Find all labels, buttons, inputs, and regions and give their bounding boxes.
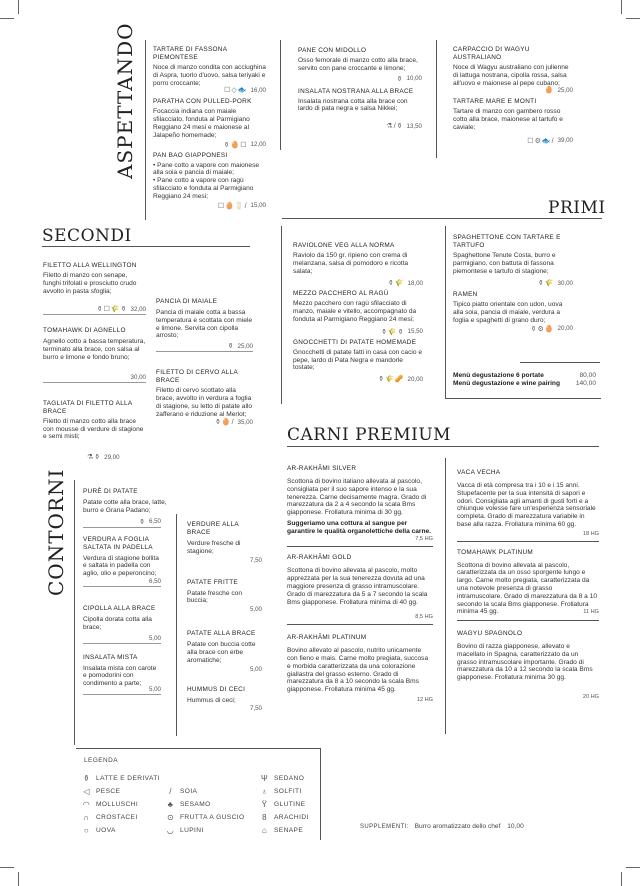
item-description: Tartare di manzo con gambero rosso cotto alla brace, maionese al tartufo e caviale; [453, 108, 563, 131]
crop-mark [18, 0, 19, 14]
divider [287, 546, 433, 547]
sesame-icon: ♣ [167, 800, 174, 809]
item-description: Filetto di manzo con senape, funghi trifolati e prosciutto crudo avvolto in pasta sfoglia; [43, 272, 137, 295]
item-price: 30,00 [130, 373, 146, 381]
item-price-row [187, 666, 262, 673]
item-price: 20,00 [407, 375, 423, 383]
item-title: AR-RAKHĀMI GOLD [287, 554, 352, 562]
contorni-col1 [83, 488, 167, 695]
menu-item [153, 98, 266, 148]
allergen-icons: ⚱🌾🥜 [378, 376, 405, 384]
item-price: 18 HG [582, 530, 599, 537]
allergen-icons: ⚗/⚱ [386, 123, 404, 131]
menu-item [293, 242, 423, 287]
item-title: PANCIA DI MAIALE [156, 298, 218, 305]
divider [457, 620, 599, 621]
divider [281, 226, 282, 404]
legend-label: SOLFITI [274, 788, 302, 795]
item-price: 5,00 [249, 606, 262, 614]
item-price: 15,50 [407, 328, 423, 336]
item-price-row [153, 86, 266, 94]
supplementi-label: SUPPLEMENTI: [360, 824, 409, 830]
legend-label: SOIA [180, 788, 198, 795]
peanut-icon: 8 [262, 813, 267, 822]
legend-label: MOLLUSCHI [96, 801, 139, 808]
menu-item [293, 339, 423, 383]
allergen-icons: 🥚 [544, 87, 555, 95]
menu-item [83, 488, 167, 528]
celery-icon: Ψ [260, 774, 269, 783]
item-description: Scottona di bovino allevata al pascolo, caratterizzata da un osso sporgente lungo e largo. Carne molto pregiata, caratterizzata da una notevole presenza di grasso intramuscolare. Grado di marezzatura da 8 a 10 secondo la scala Bms giapponese. Frollatura minima 45 gg. [457, 561, 598, 616]
item-price-row [287, 536, 433, 542]
item-description: Scottona di bovino allevata al pascolo, molto apprezzata per la sua tenerezza dovuta ad una maggiore presenza di grasso intramuscolare. Grado di marezzatura da 5 a 7 secondo la scala Bms giapponese. Frollatura minima di 40 gg. [287, 567, 428, 606]
item-price-row [187, 606, 262, 613]
primi-col1 [293, 242, 423, 383]
divider [280, 40, 281, 150]
item-price: 12 HG [416, 696, 433, 703]
item-description: Insalata nostrana cotta alla brace con lardo di pata negra e salsa Nikkei; [298, 97, 408, 113]
item-price: 7,50 [249, 556, 262, 564]
item-title: TARTARE DI FASSONA PIEMONTESE [153, 46, 227, 61]
fish-icon: ◁ [83, 787, 90, 796]
item-price-row [83, 578, 161, 587]
allergen-icons: ⚱🌾⚱ [381, 328, 405, 336]
item-price-row [453, 137, 573, 145]
soy-icon: / [169, 787, 172, 796]
legend-label: LATTE E DERIVATI [96, 775, 160, 782]
item-price-row [457, 694, 599, 700]
legend-item [260, 785, 320, 798]
item-price: 7,50 [249, 705, 262, 713]
item-title: PANE CON MIDOLLO [298, 47, 367, 54]
menu-item [298, 88, 422, 131]
item-title: PAN BAO GIAPPONESI [153, 151, 228, 159]
divider [445, 226, 446, 398]
legend-label: CROSTACEI [96, 814, 138, 821]
item-title: PATATE ALLA BRACE [187, 630, 256, 638]
item-price: 30,00 [557, 279, 573, 287]
item-price: 7,5 HG [415, 535, 433, 542]
item-price: 39,00 [557, 137, 573, 145]
item-title: VERDURE ALLA BRACE [187, 521, 239, 536]
item-price-row [187, 557, 262, 564]
legend-label: FRUTTA A GUSCIO [180, 814, 245, 821]
legend-item [166, 824, 256, 837]
crop-mark [626, 867, 640, 868]
item-title: SPAGHETTONE CON TARTARE E TARTUFO [453, 234, 561, 249]
item-title: PURÈ DI PATATE [83, 488, 138, 495]
supplementi-price: 10,00 [507, 823, 524, 830]
legend-label: UOVA [96, 827, 116, 834]
crop-mark [0, 867, 14, 868]
divider [76, 748, 320, 749]
legend-item [260, 798, 320, 811]
legend-item [260, 772, 320, 785]
carni-col1 [287, 465, 433, 703]
degustazione-price: 140,00 [575, 380, 596, 387]
item-description: Patate cotte alla brace, latte, burro e Grana Padano; [83, 499, 167, 514]
menu-item [453, 234, 573, 287]
item-price-row [287, 697, 433, 703]
item-title: TAGLIATA DI FILETTO ALLA BRACE [43, 399, 133, 415]
allergen-icons: ⚱🥚/ [214, 419, 235, 427]
item-description: Bovino allevato al pascolo, nutrito unicamente con fieno e mais. Carne molto pregiata, succosa e morbida caratterizzata da una colorazione giallastra del grasso esterno. Grado di marezzatura da 8 a 10 secondo la scala Bms giapponese. Frollatura minima 45 gg. [287, 647, 429, 694]
item-price: 16,00 [250, 86, 266, 94]
milk-icon: ⚱ [82, 774, 91, 783]
lupin-icon: ◡ [166, 826, 175, 835]
crop-mark [621, 0, 622, 14]
menu-item [457, 549, 599, 616]
item-title: RAVIOLONE VEG ALLA NORMA [293, 242, 395, 249]
item-description: Verdura di stagione bollita e saltata in padella con aglio, olio e peperoncino; [83, 554, 159, 578]
item-price: 32,00 [130, 305, 146, 313]
item-description: Gnocchetti di patate fatti in casa con cacio e pepe, lardo di Pata Negra e mandorle tostate; [293, 348, 423, 372]
legend-item [166, 798, 256, 811]
menu-item [83, 654, 161, 695]
menu-item [287, 465, 433, 542]
item-description: Cipolla dorata cotta alla brace; [83, 615, 152, 631]
item-description: Focaccia indiana con maiale sfilacciato, fonduta al Parmigiano Reggiano 24 mesi e maionese al Jalapeño homemade; [153, 108, 250, 139]
legend-title: LEGENDA [84, 757, 119, 764]
degustazione-price: 80,00 [579, 372, 596, 379]
menu-item [453, 291, 573, 332]
menu-item [453, 98, 573, 144]
legend-label: SENAPE [274, 827, 304, 834]
item-description: Pancia di maiale cotta a bassa temperatura e scottata con miele e limone. Servita con cipolla arrosto; [156, 309, 253, 340]
item-price: 20 HG [582, 693, 599, 700]
legend-item [260, 811, 320, 824]
secondi-col2 [156, 298, 253, 426]
item-price-row [156, 418, 253, 426]
menu-item [156, 369, 253, 426]
section-title-secondi: SECONDI [42, 226, 132, 246]
item-price-row [43, 374, 146, 383]
item-title: TOMAHAWK PLATINUM [457, 548, 533, 556]
item-price: 5,00 [249, 665, 262, 673]
divider [145, 40, 146, 220]
aspettando-col1 [153, 46, 266, 210]
item-price-row [153, 202, 266, 210]
item-title: FILETTO DI CERVO ALLA BRACE [156, 369, 238, 385]
allergen-icons: ⚱☐🌾⚱ [96, 306, 128, 314]
item-price: 25,00 [237, 342, 253, 350]
item-price-row [153, 141, 266, 149]
menu-item [187, 579, 262, 614]
item-title: GNOCCHETTI DI PATATE HOMEMADE [293, 338, 417, 346]
section-title-carni-premium: CARNI PREMIUM [287, 425, 452, 445]
menu-item [287, 634, 433, 703]
degustazione-box [453, 372, 596, 388]
divider [436, 40, 437, 158]
aspettando-col2 [298, 47, 422, 130]
primi-col2 [453, 234, 573, 333]
item-description: Bovino di razza giapponese, allevato e macellato in Spagna, caratterizzato da un grasso intramuscolare importante. Grado di marezzatura da 10 a 12 secondo la scala Bms giapponese. Frollatura minima 30 gg. [457, 642, 593, 682]
divider [176, 514, 177, 736]
item-price-row [287, 614, 433, 620]
item-description: Verdure fresche di stagione; [187, 540, 241, 555]
allergen-icons: ⚗⚱ [87, 454, 102, 462]
item-title: WAGYU SPAGNOLO [457, 629, 523, 637]
item-price: 35,00 [237, 418, 253, 426]
item-price: 12,00 [250, 141, 266, 149]
degustazione-label: Menù degustazione e wine pairing [453, 380, 560, 387]
item-title: FILETTO ALLA WELLINGTON [43, 262, 137, 269]
item-title: MEZZO PACCHERO AL RAGÙ [293, 290, 389, 298]
item-price: 6,50 [148, 577, 161, 585]
item-description: Insalata mista con carote e pomodorini con condimento a parte; [83, 664, 157, 688]
crop-mark [626, 18, 640, 19]
sulphite-icon: ♁ [261, 787, 268, 796]
item-description: Tipico piatto orientale con udon, uova alla soia, pancia di maiale, verdura a foglia e spaghetti di grano duro; [453, 301, 563, 324]
shell-icon: ◠ [82, 800, 91, 809]
item-description: Scottona di bovino italiano allevata al pascolo, consigliata per il suo sapore intenso e la sua tenerezza. Carne decisamente magra. Grado di marezzatura da 2 a 4 secondo la scala Bms giapponese. Frollatura minima di 30 gg. [287, 478, 427, 517]
menu-item [298, 47, 422, 83]
allergen-icons: ☐⚙🐟/ [527, 137, 555, 145]
degustazione-label: Menù degustazione 6 portate [453, 372, 544, 379]
allergen-icons: ⚱🥚☐ [223, 141, 248, 149]
divider [282, 218, 602, 219]
item-price-row [83, 518, 161, 528]
item-price: 10,00 [406, 75, 422, 83]
section-title-contorni: CONTORNI [44, 468, 68, 596]
carni-col2 [457, 469, 599, 700]
section-title-aspettando: ASPETTANDO [113, 22, 137, 179]
menu-item [153, 46, 266, 94]
item-price: 20,00 [557, 325, 573, 333]
section-title-primi: PRIMI [548, 198, 606, 218]
legend-item [82, 785, 167, 798]
item-price-row [298, 75, 422, 83]
item-price-row [43, 305, 146, 315]
secondi-col1 [43, 262, 146, 461]
item-description-line: • Pane cotto a vapore con ragù sfilacciato e fonduta al Parmigiano Reggiano 24 mesi; [153, 177, 254, 200]
menu-item [83, 536, 161, 587]
legend-item [260, 824, 320, 837]
crop-mark [0, 18, 14, 19]
item-description: Spaghettone Tenute Costa, burro e parmigiano, con battuta di fassona piemontese e tartufo di stagione; [453, 252, 556, 275]
item-title: AR-RAKHĀMI PLATINUM [287, 634, 367, 642]
item-price: 18,00 [407, 279, 423, 287]
allergen-icons: ⚱ [396, 75, 404, 83]
item-title: PARATHA CON PULLED-PORK [153, 98, 252, 106]
item-price-row [156, 342, 253, 352]
item-title: CIPOLLA ALLA BRACE [83, 604, 156, 612]
crab-icon: ∩ [83, 813, 90, 822]
menu-item [457, 469, 599, 537]
item-note: Suggeriamo una cottura al sangue per garantire le qualità organolettiche della carne. [287, 519, 432, 535]
menu-item [187, 521, 262, 564]
item-price-row [457, 531, 599, 537]
item-price-row [293, 375, 423, 383]
mustard-icon: ⌂ [261, 826, 268, 835]
item-price-row [298, 122, 422, 130]
item-title: CARPACCIO DI WAGYU AUSTRALIANO [453, 46, 530, 61]
item-price-row [87, 453, 146, 461]
menu-item [287, 554, 433, 620]
supplementi-item: Burro aromatizzato dello chef [414, 823, 501, 830]
menu-item [83, 605, 161, 644]
menu-item [43, 400, 146, 461]
item-description-line: • Pane cotto a vapore con maionese alla soia e pancia di maiale; [153, 161, 260, 177]
menu-item [187, 686, 262, 713]
legend-item [82, 811, 167, 824]
item-price-row [293, 328, 423, 336]
item-price: 13,50 [406, 122, 422, 130]
legend-label: ARACHIDI [274, 814, 309, 821]
item-price: 5,00 [148, 634, 161, 642]
item-price: 29,00 [104, 453, 120, 461]
allergen-icons: ⚱🌾 [387, 280, 405, 288]
item-title: TARTARE MARE E MONTI [453, 98, 537, 106]
divider [445, 458, 446, 734]
item-title: RAMEN [453, 291, 478, 299]
item-price-row [187, 705, 262, 712]
menu-item [293, 290, 423, 335]
item-price: 15,00 [250, 202, 266, 210]
legend-item [82, 798, 167, 811]
legend-label: SESAMO [180, 801, 211, 808]
item-description: Patate con buccia cotte alla brace con erbe aromatiche; [187, 641, 256, 664]
legend-label: LUPINI [180, 827, 204, 834]
legend-item [82, 772, 167, 785]
crop-mark [621, 872, 622, 886]
item-description: Filetto di cervo scottato alla brace, avvolto in verdura a foglia di stagione, su letto di patate allo zafferano e riduzione al Merlot; [156, 387, 253, 418]
item-description: Mezzo pacchero con ragù sfilacciato di manzo, maiale e vitello, accompagnato da fonduta al Parmigiano Reggiano 24 mesi; [293, 300, 417, 323]
degustazione-row [453, 372, 596, 380]
item-title: VERDURA A FOGLIA SALTATA IN PADELLA [83, 535, 153, 551]
item-price: 5,00 [148, 685, 161, 693]
item-title: INSALATA MISTA [83, 653, 138, 661]
item-price: 11 HG [583, 609, 599, 616]
degustazione-row [453, 380, 596, 388]
item-description: Raviolo da 150 gr. ripieno con crema di melanzana, salsa di pomodoro e ricotta salata; [293, 252, 409, 275]
menu-item [156, 298, 253, 352]
menu-item [43, 262, 146, 315]
item-price-row [83, 635, 161, 644]
allergen-icons: ☐🥚🥛/ [217, 202, 248, 210]
allergen-icons: ⚱⚙🥚 [530, 325, 555, 333]
item-title: INSALATA NOSTRANA ALLA BRACE [298, 87, 414, 95]
item-price-row [453, 86, 573, 94]
menu-item [457, 630, 599, 700]
divider [445, 398, 601, 399]
crop-mark [18, 872, 19, 886]
item-description: Agnello cotto a bassa temperatura, terminato alla brace, con salsa al burro e limone e fondo bruno; [43, 338, 146, 361]
item-description: Osso femorale di manzo cotto alla brace, servito con pane croccante e limone; [298, 57, 418, 72]
menu-item [153, 152, 266, 210]
divider [74, 480, 75, 745]
item-price-row [293, 279, 423, 287]
aspettando-col3 [453, 46, 573, 145]
allergen-icons: ⚱ [139, 518, 146, 526]
item-description: Hummus di ceci; [187, 696, 236, 704]
item-title: VACA VECHA [457, 469, 501, 476]
divider [320, 748, 321, 840]
legend-item [166, 785, 256, 798]
divider [520, 362, 600, 363]
item-price-row [453, 279, 573, 287]
legend-label: SEDANO [274, 775, 305, 782]
legend-col2 [166, 785, 256, 837]
item-description: Filetto di manzo cotto alla brace con mousse di verdure di stagione e semi misti; [43, 417, 144, 441]
legend-label: GLUTINE [274, 801, 306, 808]
contorni-col2 [187, 521, 262, 712]
item-price: 6,50 [148, 518, 161, 526]
divider [457, 541, 599, 542]
legend-col1 [82, 772, 167, 837]
item-title: PATATE FRITTE [187, 578, 238, 586]
allergen-icons: ⚱🌾 [537, 280, 555, 288]
menu-item [43, 327, 146, 382]
supplementi [360, 823, 524, 830]
allergen-icons: ⚱ [227, 343, 235, 351]
item-title: AR-RAKHĀMI SILVER [287, 465, 357, 472]
item-price: 8,5 HG [415, 614, 433, 621]
allergen-icons: ☐◇🐟 [224, 87, 248, 95]
item-title: HUMMUS DI CECI [187, 685, 246, 693]
item-description: Noce di Wagyu australiano con julienne di lattuga nostrana, cipolla rossa, salsa all'uovo e maionese al pepe cubano; [453, 64, 569, 87]
legend-label: PESCE [96, 788, 121, 795]
item-price: 25,00 [557, 86, 573, 94]
divider [42, 246, 250, 247]
item-description: Patate fresche con buccia; [187, 589, 242, 605]
egg-icon: ○ [83, 826, 90, 835]
menu-item [453, 46, 573, 94]
legend-col3 [260, 772, 320, 837]
legend-item [82, 824, 167, 837]
item-price-row [453, 325, 573, 333]
item-description: Vacca di età compresa tra i 10 e i 15 anni. Stupefacente per la sua intensità di sapori e odori. Consigliata agli amanti di gusti forti e a chiunque volesse fare un'esperienza sensoriale completa. Grado di marezzatura variabile in base alla razza. Frollatura minima 60 gg. [457, 482, 596, 528]
menu-item [187, 630, 262, 672]
gluten-icon: Ϋ [261, 800, 268, 809]
item-title: TOMAHAWK DI AGNELLO [43, 327, 126, 335]
item-description: Noce di manzo condita con acciughina di Aspra, tuorlo d'uovo, salsa teriyaki e porro croccante; [153, 64, 266, 87]
legend-item [166, 811, 256, 824]
nut-icon: ⊙ [166, 813, 175, 822]
divider [287, 446, 599, 447]
divider [287, 624, 433, 625]
